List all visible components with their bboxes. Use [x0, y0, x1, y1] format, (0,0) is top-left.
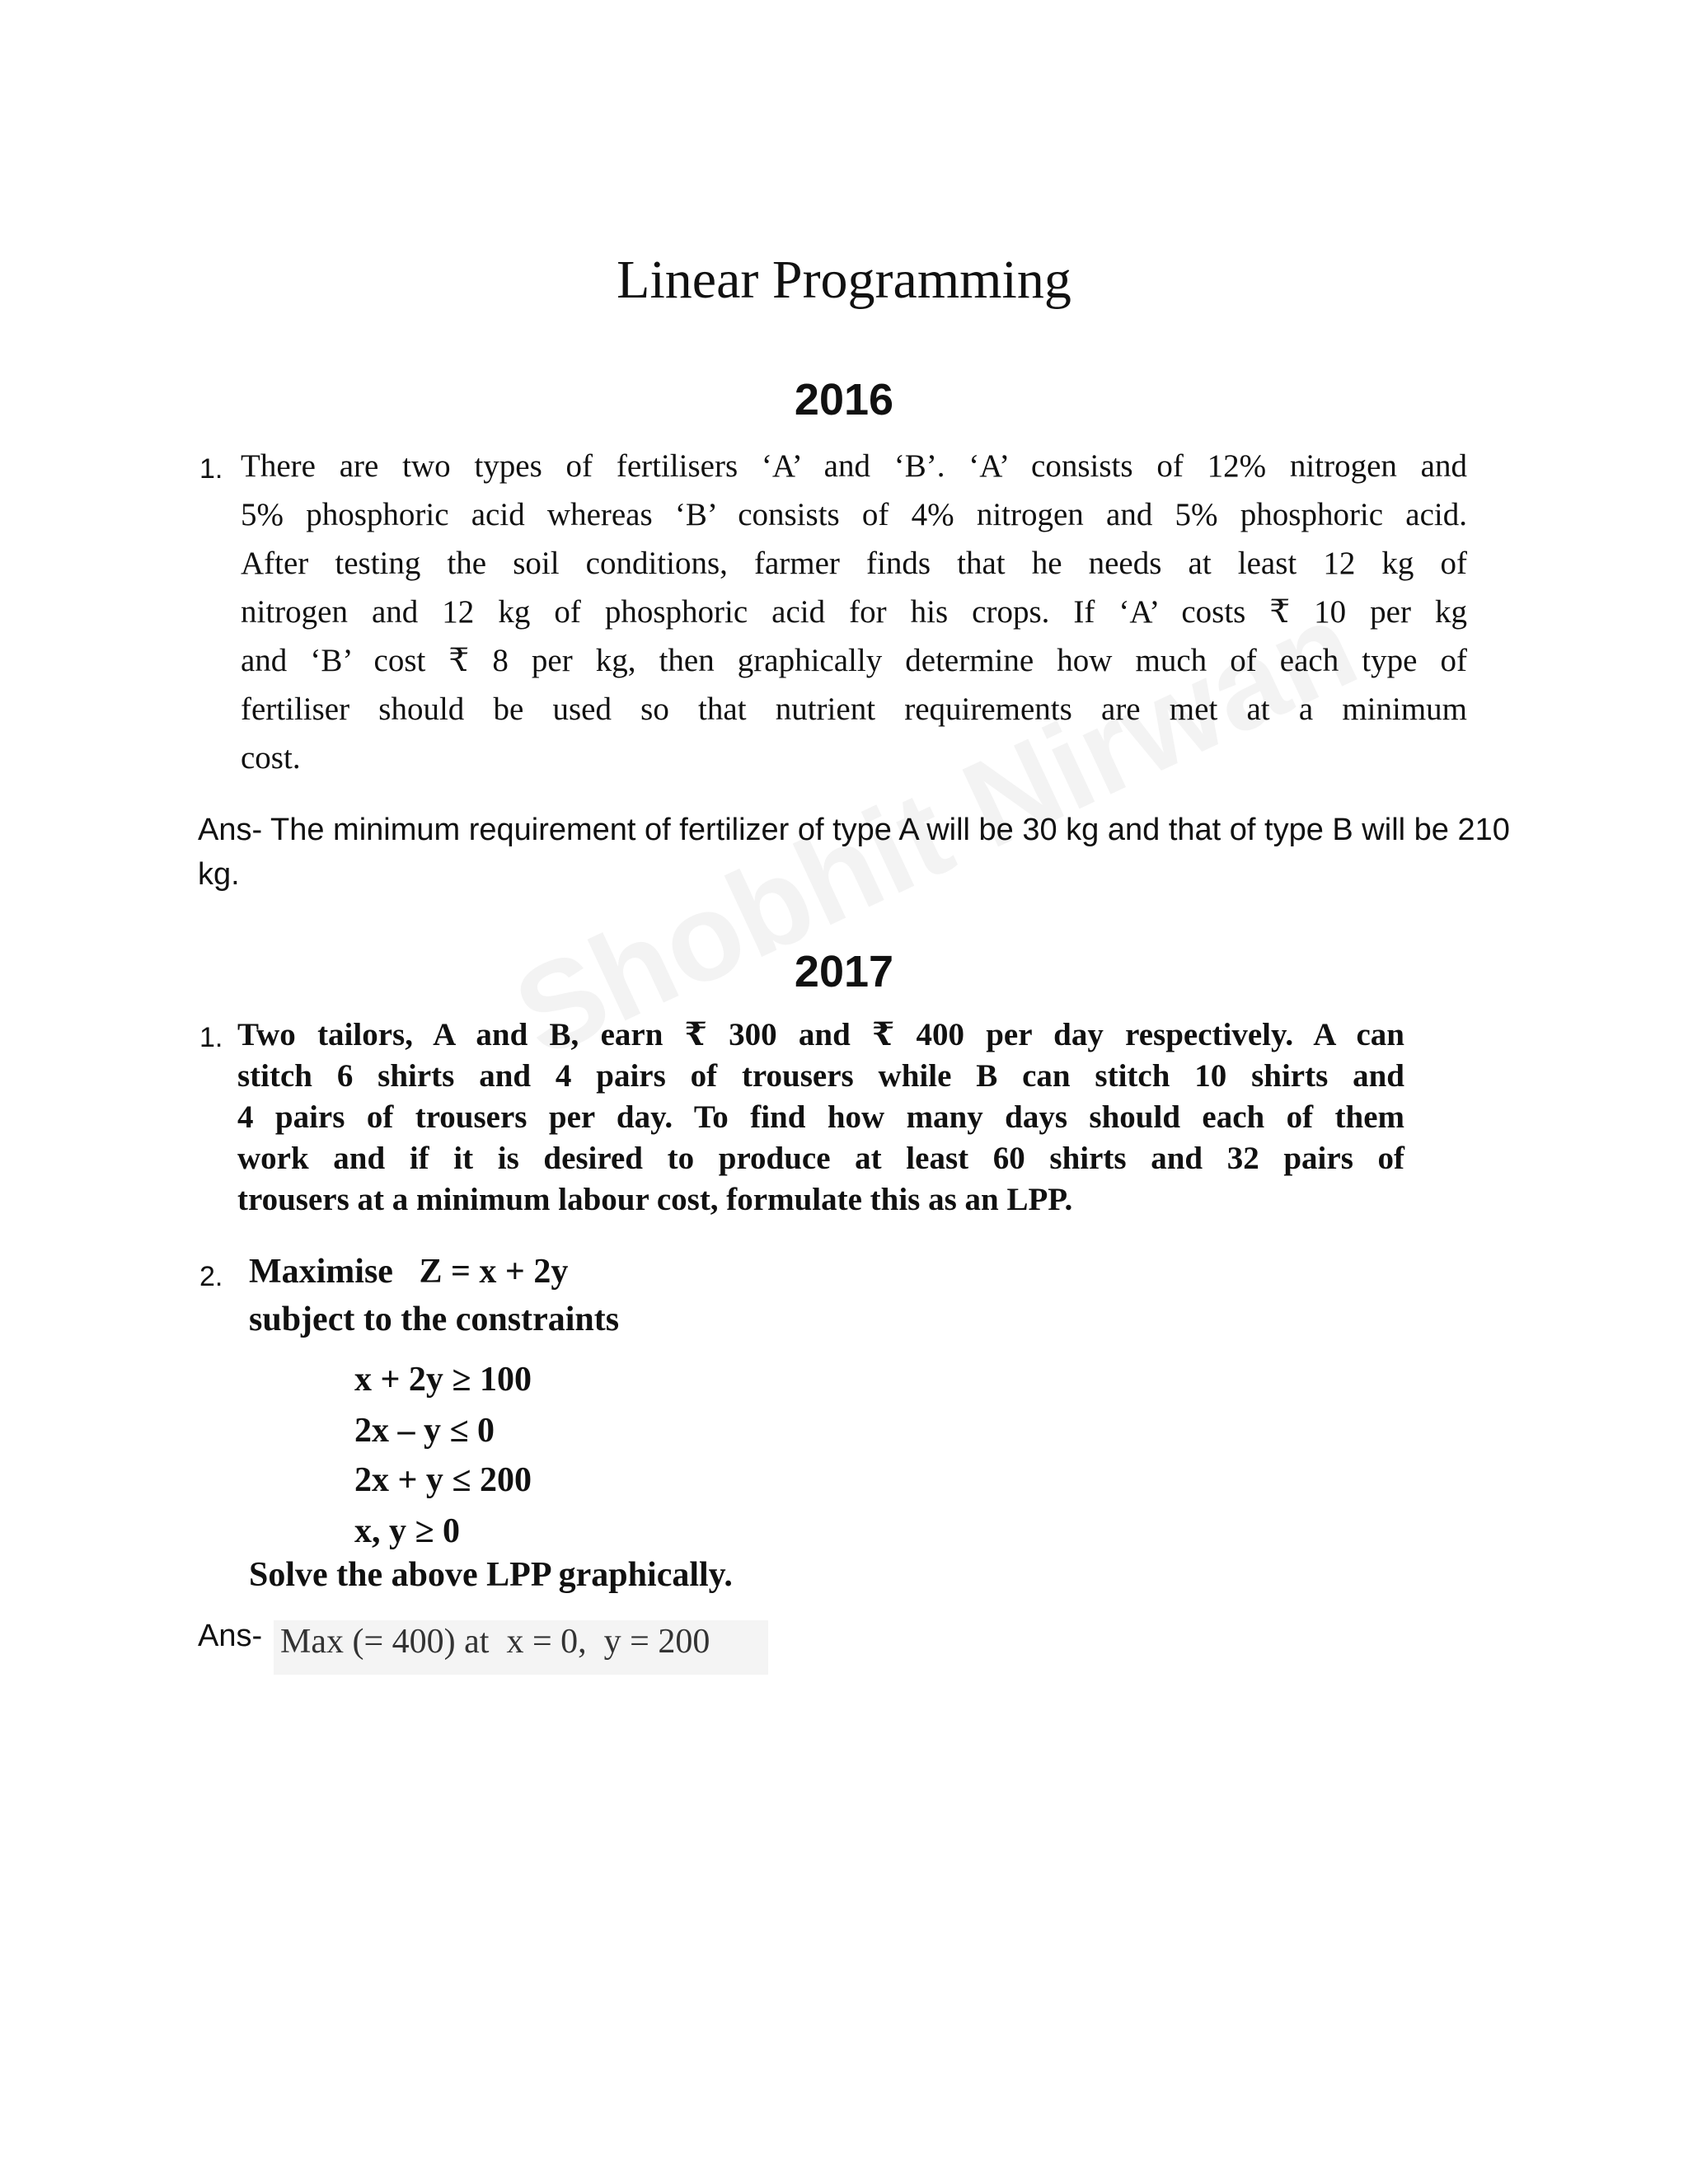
question-line: 5% phosphoric acid whereas ‘B’ consists of 4% nitrogen and 5% phosphoric acid. — [241, 497, 1467, 532]
question-line: 4 pairs of trousers per day. To find how many days should each of them — [237, 1099, 1404, 1135]
instruction-text: Solve the above LPP graphically. — [249, 1556, 733, 1594]
answer-text: Ans- The minimum requirement of fertilizer of type A will be 30 kg and that of type B will be 210 kg. — [198, 813, 1510, 892]
question-line: stitch 6 shirts and 4 pairs of trousers while B can stitch 10 shirts and — [237, 1058, 1404, 1094]
answer-label: Ans- — [198, 1619, 263, 1653]
question-number: 2. — [199, 1261, 223, 1292]
question-line: cost. — [241, 740, 301, 776]
constraint-4: x, y ≥ 0 — [354, 1512, 461, 1550]
year-heading-2017: 2017 — [794, 947, 894, 996]
question-line: work and if it is desired to produce at least 60 shirts and 32 pairs of — [237, 1141, 1404, 1176]
constraint-3: 2x + y ≤ 200 — [354, 1461, 532, 1499]
question-text — [241, 442, 1467, 782]
question-line: and ‘B’ cost ₹ 8 per kg, then graphically determine how much of each type of — [241, 643, 1467, 678]
question-number: 1. — [199, 453, 223, 485]
question-line: There are two types of fertilisers ‘A’ and ‘B’. ‘A’ consists of 12% nitrogen and — [241, 448, 1467, 484]
question-line: nitrogen and 12 kg of phosphoric acid for his crops. If ‘A’ costs ₹ 10 per kg — [241, 594, 1467, 630]
constraints-intro: subject to the constraints — [249, 1301, 620, 1338]
constraint-1: x + 2y ≥ 100 — [354, 1361, 532, 1399]
constraint-2: 2x – y ≤ 0 — [354, 1412, 495, 1450]
question-number: 1. — [199, 1022, 223, 1053]
year-heading-2016: 2016 — [794, 375, 894, 424]
question-line: trousers at a minimum labour cost, formulate this as an LPP. — [237, 1182, 1073, 1217]
page-title: Linear Programming — [617, 250, 1071, 310]
question-line: fertiliser should be used so that nutrient requirements are met at a minimum — [241, 691, 1467, 727]
question-line: Two tailors, A and B, earn ₹ 300 and ₹ 400 per day respectively. A can — [237, 1017, 1404, 1052]
objective-function: Maximise Z = x + 2y — [249, 1253, 569, 1291]
answer-text: Max (= 400) at x = 0, y = 200 — [280, 1623, 710, 1661]
question-line: After testing the soil conditions, farmer finds that he needs at least 12 kg of — [241, 546, 1467, 581]
question-text — [237, 1015, 1404, 1221]
